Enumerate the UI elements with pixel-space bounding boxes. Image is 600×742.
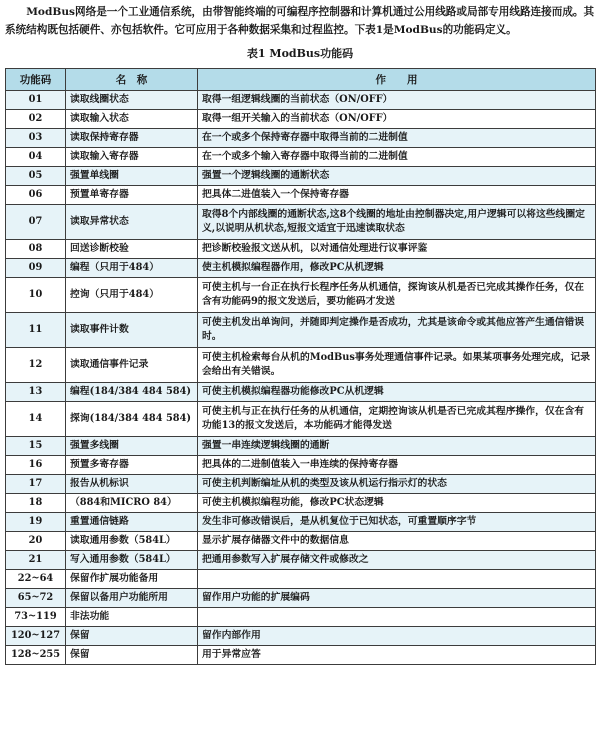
function-code-cell: 01 [6,91,66,110]
table-row [6,570,596,589]
function-desc-cell: 取得8个内部线圈的通断状态,这8个线圈的地址由控制器决定,用户逻辑可以将这些线圈定义,以说明从机状态,短报文适宜于迅速读取状态 [198,205,596,240]
function-name-cell: 非法功能 [66,608,198,627]
function-name-cell: 控询（只用于484） [66,278,198,313]
function-code-cell: 18 [6,494,66,513]
function-desc-cell: 可使主机发出单询问，并随即判定操作是否成功，尤其是该命令或其他应答产生通信错误时。 [198,313,596,348]
function-desc-cell: 用于异常应答 [198,646,596,665]
table-row [6,383,596,402]
function-code-cell: 17 [6,475,66,494]
function-code-cell: 12 [6,348,66,383]
function-code-cell: 16 [6,456,66,475]
function-desc-cell: 使主机模拟编程器作用，修改PC从机逻辑 [198,259,596,278]
table-row [6,110,596,129]
function-name-cell: 重置通信链路 [66,513,198,532]
function-desc-cell: 在一个或多个输入寄存器中取得当前的二进制值 [198,148,596,167]
function-code-cell: 128~255 [6,646,66,665]
function-desc-cell: 可使主机与一台正在执行长程序任务从机通信，探询该从机是否已完成其操作任务，仅在含有功能码9的报文发送后，要功能码才发送 [198,278,596,313]
function-name-cell: 保留以备用户功能所用 [66,589,198,608]
function-name-cell: 读取通信事件记录 [66,348,198,383]
function-desc-cell [198,570,596,589]
function-code-cell: 120~127 [6,627,66,646]
function-desc-cell: 可使主机模拟编程功能，修改PC状态逻辑 [198,494,596,513]
function-name-cell: 回送诊断校验 [66,240,198,259]
function-code-cell: 22~64 [6,570,66,589]
function-code-cell: 10 [6,278,66,313]
function-code-cell: 02 [6,110,66,129]
table-row [6,278,596,313]
table-row [6,608,596,627]
function-desc-cell: 留作内部作用 [198,627,596,646]
function-code-cell: 21 [6,551,66,570]
table-row [6,437,596,456]
function-name-cell: 强置单线圈 [66,167,198,186]
table-row [6,551,596,570]
function-name-cell: 编程（只用于484） [66,259,198,278]
table-row [6,348,596,383]
function-desc-cell: 把诊断校验报文送从机，以对通信处理进行议事评鉴 [198,240,596,259]
table-row [6,646,596,665]
table-header-row [6,69,596,91]
function-name-cell: 强置多线圈 [66,437,198,456]
function-desc-cell: 把具体二进值装入一个保持寄存器 [198,186,596,205]
table-row [6,186,596,205]
table-row [6,494,596,513]
function-desc-cell: 强置一串连续逻辑线圈的通断 [198,437,596,456]
function-name-cell: 编程(184/384 484 584) [66,383,198,402]
function-code-cell: 20 [6,532,66,551]
function-name-cell: 探询(184/384 484 584) [66,402,198,437]
function-desc-cell: 可使主机检索每台从机的ModBus事务处理通信事件记录。如果某项事务处理完成，记录会给出有关错误。 [198,348,596,383]
function-desc-cell: 可使主机模拟编程器功能修改PC从机逻辑 [198,383,596,402]
table-row [6,475,596,494]
header-code: 功能码 [6,69,66,91]
function-desc-cell: 显示扩展存储器文件中的数据信息 [198,532,596,551]
table-row [6,532,596,551]
function-desc-cell: 把具体的二进制值装入一串连续的保持寄存器 [198,456,596,475]
function-name-cell: 读取异常状态 [66,205,198,240]
function-name-cell: 保留 [66,627,198,646]
function-code-cell: 11 [6,313,66,348]
function-desc-cell: 在一个或多个保持寄存器中取得当前的二进制值 [198,129,596,148]
table-row [6,313,596,348]
modbus-function-code-table [5,68,596,665]
function-code-cell: 13 [6,383,66,402]
table-row [6,402,596,437]
function-name-cell: 报告从机标识 [66,475,198,494]
function-code-cell: 06 [6,186,66,205]
function-desc-cell: 取得一组逻辑线圈的当前状态（ON/OFF） [198,91,596,110]
function-code-cell: 09 [6,259,66,278]
function-name-cell: 预置多寄存器 [66,456,198,475]
function-code-cell: 19 [6,513,66,532]
function-name-cell: 读取事件计数 [66,313,198,348]
function-code-cell: 65~72 [6,589,66,608]
table-row [6,167,596,186]
function-name-cell: 写入通用参数（584L） [66,551,198,570]
function-name-cell: 读取输入寄存器 [66,148,198,167]
function-name-cell: （884和MICRO 84） [66,494,198,513]
function-name-cell: 读取线圈状态 [66,91,198,110]
function-name-cell: 保留 [66,646,198,665]
table-row [6,456,596,475]
header-name: 名 称 [66,69,198,91]
header-desc: 作 用 [198,69,596,91]
function-desc-cell: 取得一组开关输入的当前状态（ON/OFF） [198,110,596,129]
table-caption: 表1 ModBus功能码 [246,47,354,60]
table-row [6,129,596,148]
function-desc-cell: 发生非可修改错误后，是从机复位于已知状态，可重置顺序字节 [198,513,596,532]
function-desc-cell: 可使主机判断编址从机的类型及该从机运行指示灯的状态 [198,475,596,494]
function-name-cell: 保留作扩展功能备用 [66,570,198,589]
function-code-cell: 08 [6,240,66,259]
table-row [6,513,596,532]
intro-paragraph: ModBus网络是一个工业通信系统，由带智能终端的可编程序控制器和计算机通过公用线路或局部专用线路连接而成。其系统结构既包括硬件、亦包括软件。它可应用于各种数据采集和过程监控。下表1是ModBus的功能码定义。 [5,6,595,36]
table-row [6,259,596,278]
function-name-cell: 读取保持寄存器 [66,129,198,148]
function-desc-cell [198,608,596,627]
table-row [6,627,596,646]
function-desc-cell: 留作用户功能的扩展编码 [198,589,596,608]
table-row [6,589,596,608]
function-code-cell: 03 [6,129,66,148]
function-name-cell: 读取通用参数（584L） [66,532,198,551]
function-code-cell: 07 [6,205,66,240]
function-desc-cell: 把通用参数写入扩展存储文件或修改之 [198,551,596,570]
function-code-cell: 04 [6,148,66,167]
function-name-cell: 读取输入状态 [66,110,198,129]
function-code-cell: 15 [6,437,66,456]
table-row [6,205,596,240]
function-code-cell: 73~119 [6,608,66,627]
function-code-cell: 14 [6,402,66,437]
function-desc-cell: 可使主机与正在执行任务的从机通信，定期控询该从机是否已完成其程序操作，仅在含有功能13的报文发送后，本功能码才能得发送 [198,402,596,437]
function-code-cell: 05 [6,167,66,186]
table-row [6,148,596,167]
function-desc-cell: 强置一个逻辑线圈的通断状态 [198,167,596,186]
function-name-cell: 预置单寄存器 [66,186,198,205]
table-row [6,91,596,110]
table-row [6,240,596,259]
